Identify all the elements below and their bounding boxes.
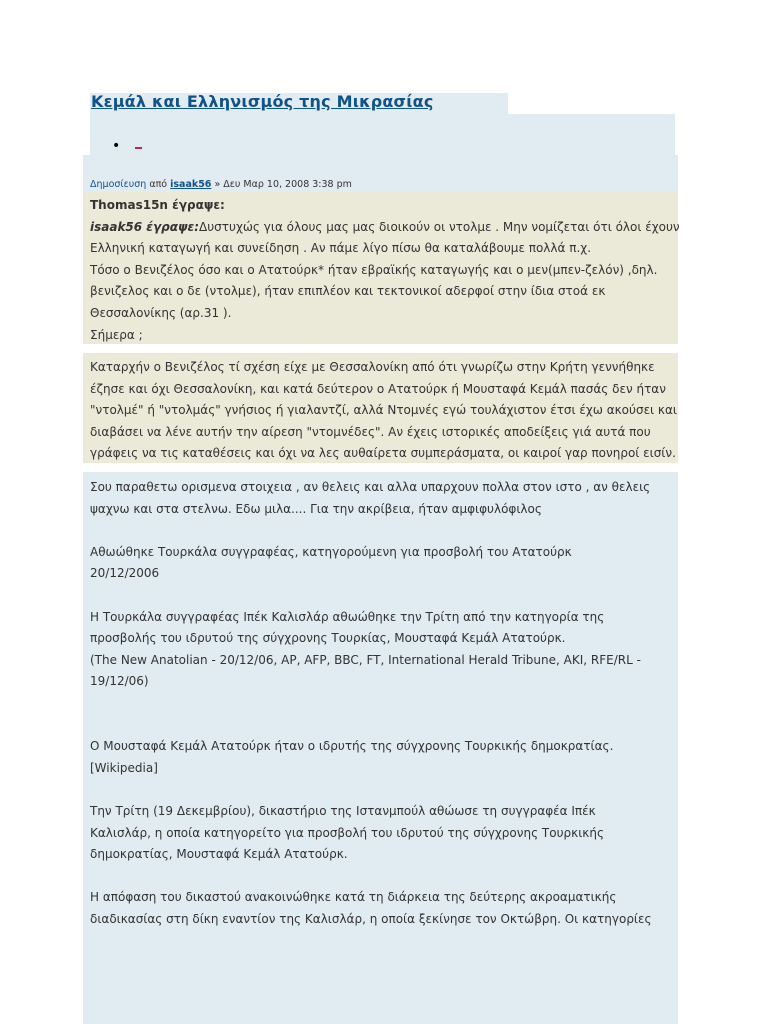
quote-reply-text: [90, 357, 682, 465]
body-line: Η απόφαση του δικαστού ανακοινώθηκε κατά τη διάρκεια της δεύτερης ακροαματικής: [90, 890, 617, 905]
author-link[interactable]: isaak56: [170, 179, 212, 190]
quote-line: Θεσσαλονίκης (αρ.31 ).: [90, 305, 232, 320]
post-meta: [90, 179, 352, 190]
body-line: δημοκρατίας, Μουσταφά Κεμάλ Ατατούρκ.: [90, 847, 348, 862]
body-line: 19/12/06): [90, 674, 149, 689]
post-body: [90, 477, 682, 930]
body-line: διαδικασίας στη δίκη εναντίον της Καλισλάρ, η οποία ξεκίνησε τον Οκτώβρη. Οι κατηγορίες: [90, 911, 652, 926]
quote-line: Τόσο ο Βενιζέλος όσο και ο Ατατούρκ* ήταν εβραϊκής καταγωγής και ο μεν(μπεν-ζελόν) ,δηλ.: [90, 262, 658, 277]
quote-outer-text: [90, 195, 682, 346]
reply-line: "ντολμέ" ή "ντολμάς" γνήσιος ή γιαλαντζί, αλλά Ντομνές εγώ τουλάχιστον έτσι έχω ακούσει και: [90, 403, 677, 418]
post-action-link[interactable]: [135, 147, 142, 149]
post-date: » Δευ Μαρ 10, 2008 3:38 pm: [211, 179, 352, 190]
quote-line: βενιζελος και ο δε (ντολμε), ήταν επιπλέον και τεκτονικοί αδερφοί στην ίδια στοά εκ: [90, 284, 606, 299]
body-line: [90, 866, 682, 888]
body-line: Ο Μουσταφά Κεμάλ Ατατούρκ ήταν ο ιδρυτής της σύγχρονης Τουρκικής δημοκρατίας.: [90, 739, 614, 754]
body-line: ψαχνω και στα στελνω. Εδω μιλα.... Για την ακρίβεια, ήταν αμφιφυλόφιλος: [90, 501, 542, 516]
quote-line: isaak56 έγραψε:Δυστυχώς για όλους μας μας διοικούν οι ντολμε . Μην νομίζεται ότι όλοι έχουν: [90, 219, 680, 234]
body-line: [90, 585, 682, 607]
posted-label: Δημοσίευση: [90, 179, 147, 190]
body-line: [90, 779, 682, 801]
body-line: [90, 715, 682, 737]
body-line: Η Τουρκάλα συγγραφέας Ιπέκ Καλισλάρ αθωώθηκε την Τρίτη από την κατηγορία της: [90, 609, 605, 624]
quote-header: Thomas15n έγραψε:: [90, 198, 225, 212]
reply-line: έζησε και όχι Θεσσαλονίκη, και κατά δεύτερον ο Ατατούρκ ή Μουσταφά Κεμάλ πασάς δεν ήταν: [90, 381, 666, 396]
quote-line: Σήμερα ;: [90, 327, 143, 342]
reply-line: Καταρχήν ο Βενιζέλος τί σχέση είχε με Θεσσαλονίκη από ότι γνωρίζω στην Κρήτη γεννήθηκε: [90, 360, 655, 374]
quote-inner-author: isaak56 έγραψε:: [90, 219, 200, 234]
post-title-link[interactable]: Κεμάλ και Ελληνισμός της Μικρασίας: [91, 92, 434, 111]
body-line: [90, 693, 682, 715]
reply-line: διαβάσει να λένε αυτήν την αίρεση "ντομνέδες". Αν έχεις ιστορικές αποδείξεις γιά αυτά που: [90, 424, 651, 439]
post-actions-bar: [90, 114, 675, 155]
quote-line: Ελληνική καταγωγή και συνείδηση . Αν πάμε λίγο πίσω θα καταλάβουμε πολλά π.χ.: [90, 241, 592, 256]
body-line: 20/12/2006: [90, 566, 160, 581]
reply-line: γράφεις να τις καταθέσεις και όχι να λες αυθαίρετα συμπεράσματα, οι καιροί γαρ πονηροί εισίν.: [90, 446, 676, 461]
body-line: [Wikipedia]: [90, 760, 158, 775]
body-line: (The New Anatolian - 20/12/06, AP, AFP, BBC, FT, International Herald Tribune, AKI, RFE/RL -: [90, 652, 641, 667]
body-line: Αθωώθηκε Τουρκάλα συγγραφέας, κατηγορούμενη για προσβολή του Ατατούρκ: [90, 544, 572, 559]
by-label: από: [146, 179, 171, 190]
body-line: προσβολής του ιδρυτού της σύγχρονης Τουρκίας, Μουσταφά Κεμάλ Ατατούρκ.: [90, 631, 566, 646]
body-line: Καλισλάρ, η οποία κατηγορείτο για προσβολή του ιδρυτού της σύγχρονης Τουρκικής: [90, 825, 605, 840]
body-line: Την Τρίτη (19 Δεκεμβρίου), δικαστήριο της Ιστανμπούλ αθώωσε τη συγγραφέα Ιπέκ: [90, 803, 596, 818]
bullet-icon: •: [112, 138, 121, 154]
body-line: Σου παραθετω ορισμενα στοιχεια , αν θελεις και αλλα υπαρχουν πολλα στον ιστο , αν θελεις: [90, 480, 651, 494]
body-line: [90, 520, 682, 542]
